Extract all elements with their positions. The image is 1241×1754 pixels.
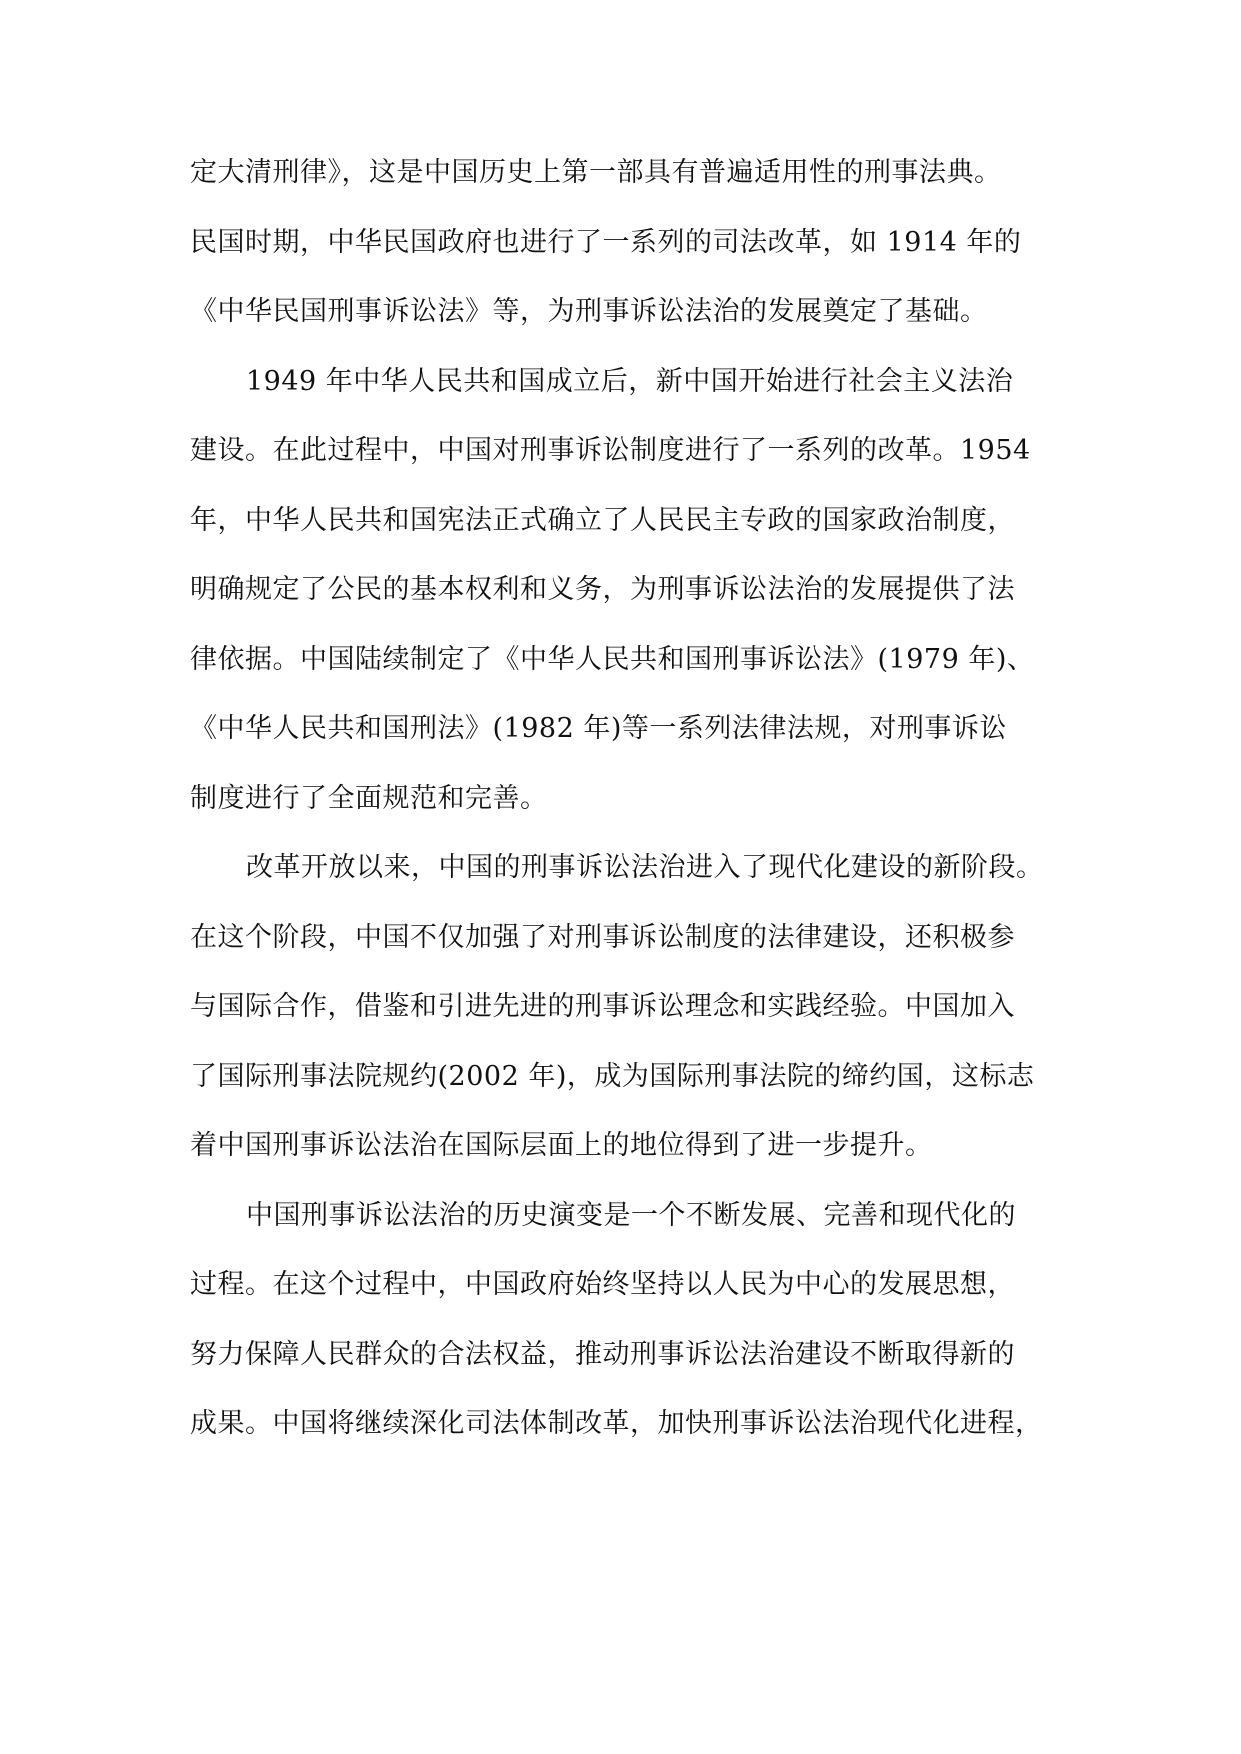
text-line: 明确规定了公民的基本权利和义务，为刑事诉讼法治的发展提供了法	[190, 574, 1015, 605]
text-line: 了国际刑事法院规约(2002 年)，成为国际刑事法院的缔约国，这标志	[190, 1060, 1035, 1092]
paragraph-first-line: 改革开放以来，中国的刑事诉讼法治进入了现代化建设的新阶段。	[246, 852, 1044, 883]
text-line: 定大清刑律》，这是中国历史上第一部具有普遍适用性的刑事法典。	[190, 157, 1002, 188]
text-line: 着中国刑事诉讼法治在国际层面上的地位得到了进一步提升。	[190, 1130, 933, 1161]
text-line: 过程。在这个过程中，中国政府始终坚持以人民为中心的发展思想，	[190, 1269, 1015, 1300]
paragraph-first-line: 中国刑事诉讼法治的历史演变是一个不断发展、完善和现代化的	[246, 1199, 1016, 1231]
text-line: 民国时期，中华民国政府也进行了一系列的司法改革，如 1914 年的	[190, 226, 1022, 258]
text-line: 努力保障人民群众的合法权益，推动刑事诉讼法治建设不断取得新的	[190, 1338, 1015, 1370]
text-line: 建设。在此过程中，中国对刑事诉讼制度进行了一系列的改革。1954	[190, 435, 1031, 466]
text-line: 成果。中国将继续深化司法体制改革，加快刑事诉讼法治现代化进程，	[190, 1408, 1043, 1439]
text-line: 《中华民国刑事诉讼法》等，为刑事诉讼法治的发展奠定了基础。	[190, 296, 988, 327]
text-line: 《中华人民共和国刑法》(1982 年)等一系列法律法规，对刑事诉讼	[190, 713, 1007, 744]
text-line: 年，中华人民共和国宪法正式确立了人民民主专政的国家政治制度，	[190, 504, 1015, 536]
text-line: 在这个阶段，中国不仅加强了对刑事诉讼制度的法律建设，还积极参	[190, 921, 1015, 953]
body-text	[190, 138, 1090, 1459]
text-line: 律依据。中国陆续制定了《中华人民共和国刑事诉讼法》(1979 年)、	[190, 643, 1035, 675]
paragraph-first-line: 1949 年中华人民共和国成立后，新中国开始进行社会主义法治	[246, 365, 1014, 397]
text-line: 与国际合作，借鉴和引进先进的刑事诉讼理念和实践经验。中国加入	[190, 991, 1015, 1022]
text-line: 制度进行了全面规范和完善。	[190, 782, 548, 814]
